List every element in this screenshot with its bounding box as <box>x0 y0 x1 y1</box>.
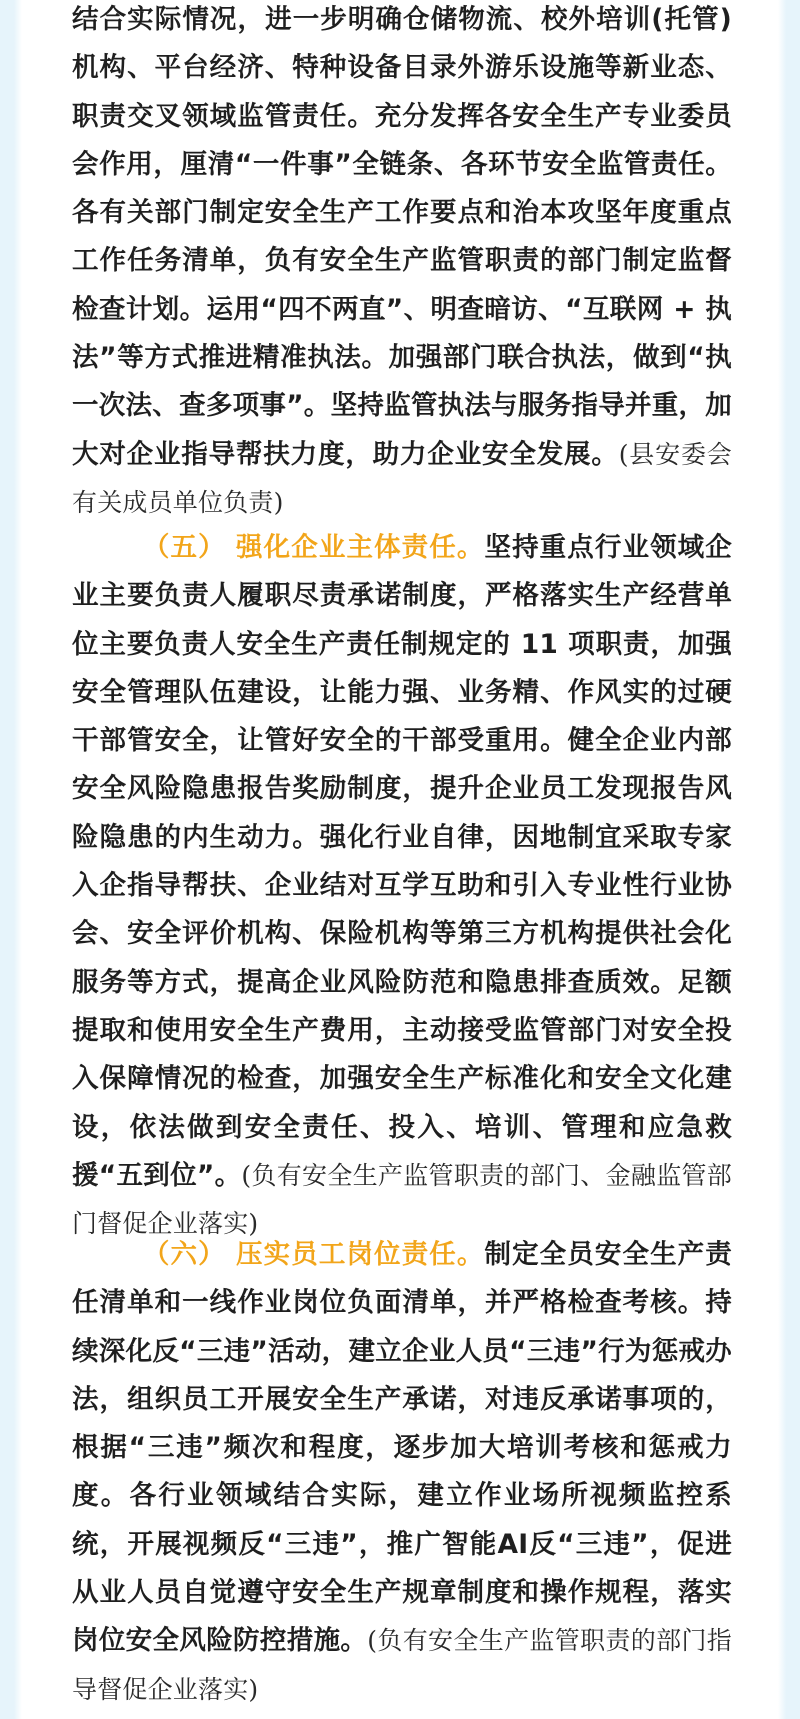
paragraph-body: 制定全员安全生产责任清单和一线作业岗位负面清单，并严格检查考核。持续深化反“三违”活动，建立企业人员“三违”行为惩戒办法，组织员工开展安全生产承诺，对违反承诺事项的，根据“三违”频次和程度，逐步加大培训考核和惩戒力度。各行业领域结合实际，建立作业场所视频监控系统，开展视频反“三违”，推广智能AI反“三违”，促进从业人员自觉遵守安全生产规章制度和操作规程，落实岗位安全风险防控措施。 <box>72 1239 732 1657</box>
paragraph-body: 结合实际情况，进一步明确仓储物流、校外培训(托管)机构、平台经济、特种设备目录外游乐设施等新业态、职责交叉领域监管责任。充分发挥各安全生产专业委员会作用，厘清“一件事”全链条、各环节安全监管责任。各有关部门制定安全生产工作要点和治本攻坚年度重点工作任务清单，负有安全生产监管职责的部门制定监督检查计划。运用“四不两直”、明查暗访、“互联网 + 执法”等方式推进精准执法。加强部门联合执法，做到“执一次法、查多项事”。坚持监管执法与服务指导并重，加大对企业指导帮扶力度，助力企业安全发展。 <box>72 4 732 470</box>
paragraph-section-5 <box>72 524 732 1248</box>
responsibility-note: (县安委会有关成员单位负责) <box>72 439 732 517</box>
section-heading: （五） 强化企业主体责任。 <box>142 532 485 563</box>
section-heading: （六） 压实员工岗位责任。 <box>142 1239 485 1270</box>
paragraph-section-4-continued <box>72 0 732 527</box>
paragraph-section-6 <box>72 1231 732 1714</box>
document-page <box>22 0 778 1719</box>
paragraph-body: 坚持重点行业领域企业主要负责人履职尽责承诺制度，严格落实生产经营单位主要负责人安全生产责任制规定的 11 项职责，加强安全管理队伍建设，让能力强、业务精、作风实的过硬干部管安全，让管好安全的干部受重用。健全企业内部安全风险隐患报告奖励制度，提升企业员工发现报告风险隐患的内生动力。强化行业自律，因地制宜采取专家入企指导帮扶、企业结对互学互助和引入专业性行业协会、安全评价机构、保险机构等第三方机构提供社会化服务等方式，提高企业风险防范和隐患排查质效。足额提取和使用安全生产费用，主动接受监管部门对安全投入保障情况的检查，加强安全生产标准化和安全文化建设，依法做到安全责任、投入、培训、管理和应急救援“五到位”。 <box>72 532 732 1191</box>
responsibility-note: (负有安全生产监管职责的部门指导督促企业落实) <box>72 1626 732 1704</box>
responsibility-note: (负有安全生产监管职责的部门、金融监管部门督促企业落实) <box>72 1160 732 1239</box>
